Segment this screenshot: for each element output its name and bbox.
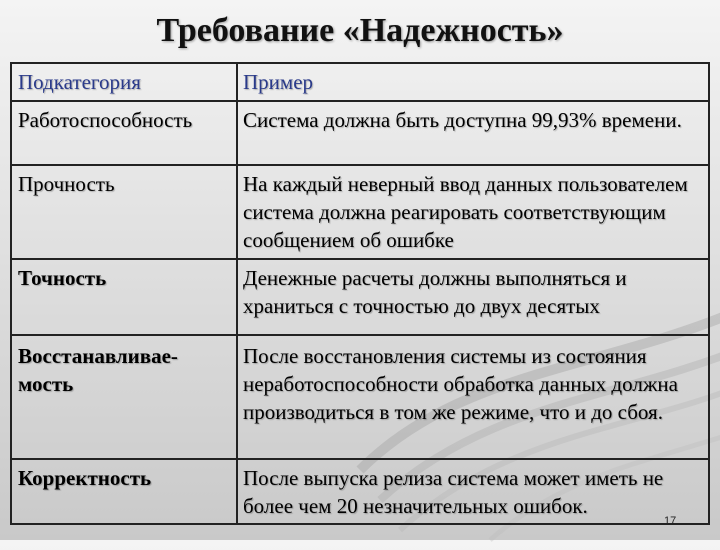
requirements-table <box>10 62 710 525</box>
row-example: Денежные расчеты должны выполняться и храниться с точностью до двух десятых <box>243 266 627 318</box>
row-example: На каждый неверный ввод данных пользователем система должна реагировать соответствующим сообщением об ошибке <box>243 172 688 252</box>
header-example: Пример <box>243 70 314 94</box>
header-divider <box>12 100 708 102</box>
row-divider <box>12 164 708 166</box>
slide-title: Требование «Надежность» <box>156 12 564 49</box>
table-row <box>12 104 708 162</box>
page-number: 17 <box>664 515 677 527</box>
row-category: Прочность <box>18 172 115 196</box>
row-category: Корректность <box>18 466 152 490</box>
header-subcategory: Подкатегория <box>18 70 141 94</box>
row-divider <box>12 258 708 260</box>
row-example: Система должна быть доступна 99,93% времени. <box>243 108 682 132</box>
row-divider <box>12 334 708 336</box>
table-header-row <box>12 64 708 100</box>
row-example: После восстановления системы из состояния неработоспособности обработка данных должна производиться в том же режиме, что и до сбоя. <box>243 344 678 424</box>
row-category: Точность <box>18 266 107 290</box>
row-divider <box>12 458 708 460</box>
table-row <box>12 262 708 330</box>
table-row <box>12 338 708 458</box>
row-category: Работоспособность <box>18 108 193 132</box>
row-example: После выпуска релиза система может иметь не более чем 20 незначительных ошибок. <box>243 466 664 518</box>
row-category: Восстанавливае-мость <box>18 344 178 396</box>
table-row <box>12 168 708 256</box>
table-row <box>12 462 708 522</box>
